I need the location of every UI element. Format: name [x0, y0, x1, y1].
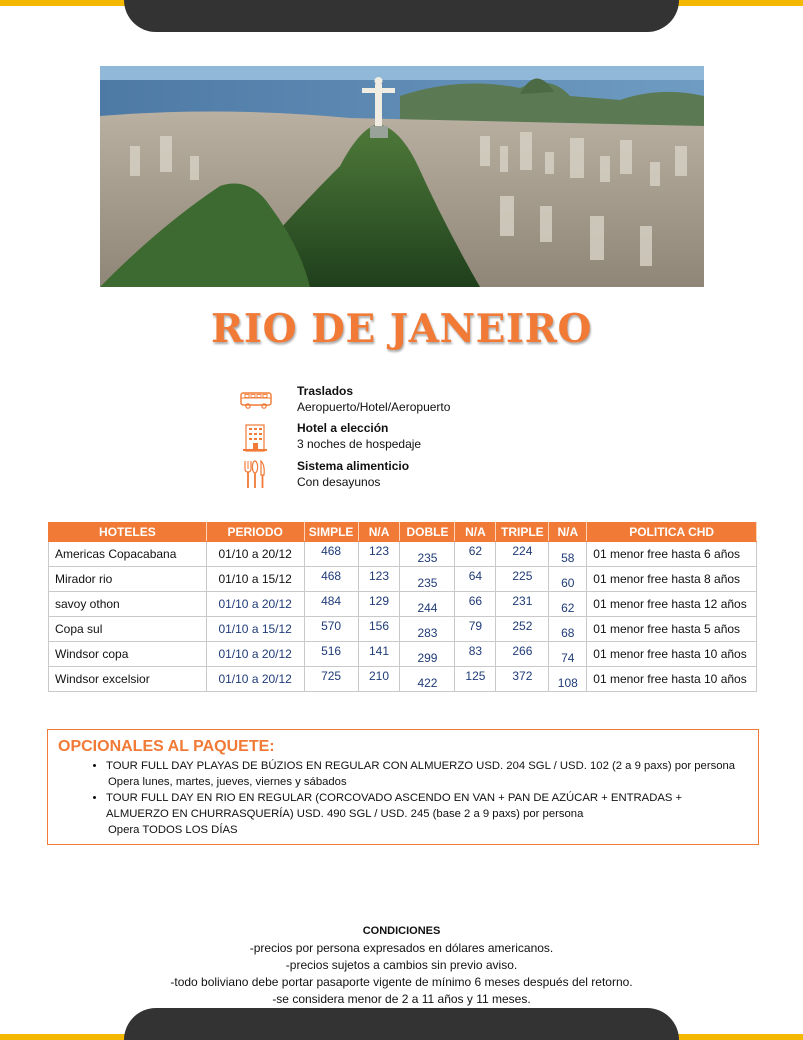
condition-line: -precios por persona expresados en dólares americanos. — [249, 941, 554, 955]
price-doble: 283 — [400, 617, 455, 642]
price-na-doble: 66 — [455, 592, 496, 617]
politica-chd: 01 menor free hasta 10 años — [587, 667, 757, 692]
price-doble: 244 — [400, 592, 455, 617]
header-na-triple: N/A — [549, 523, 587, 542]
table-row — [49, 542, 757, 567]
price-na-doble: 83 — [455, 642, 496, 667]
price-triple: 266 — [496, 642, 549, 667]
feature-title: Hotel a elección — [297, 421, 389, 435]
price-simple: 484 — [304, 592, 358, 617]
optional-note: Opera TODOS LOS DÍAS — [108, 824, 238, 836]
header-doble: DOBLE — [400, 523, 455, 542]
price-na-doble: 125 — [455, 667, 496, 692]
politica-chd: 01 menor free hasta 6 años — [587, 542, 757, 567]
feature-hotel — [240, 421, 660, 457]
utensils-icon — [240, 459, 274, 491]
feature-detail: 3 noches de hospedaje — [297, 437, 422, 451]
politica-chd: 01 menor free hasta 8 años — [587, 567, 757, 592]
price-na-triple: 60 — [549, 567, 587, 592]
hotel-name: Windsor copa — [49, 642, 207, 667]
table-row — [49, 617, 757, 642]
list-item — [106, 758, 746, 790]
table-row — [49, 567, 757, 592]
feature-traslados — [240, 384, 660, 420]
hotel-name: savoy othon — [49, 592, 207, 617]
feature-title: Traslados — [297, 384, 354, 398]
politica-chd: 01 menor free hasta 5 años — [587, 617, 757, 642]
table-header-row — [49, 523, 757, 542]
price-na-simple: 129 — [358, 592, 400, 617]
price-na-triple: 58 — [549, 542, 587, 567]
price-na-triple: 74 — [549, 642, 587, 667]
bus-icon — [240, 384, 274, 416]
page-title: RIO DE JANEIRO — [210, 306, 593, 352]
header-triple: TRIPLE — [496, 523, 549, 542]
header-simple: SIMPLE — [304, 523, 358, 542]
feature-detail: Aeropuerto/Hotel/Aeropuerto — [297, 400, 451, 414]
periodo: 01/10 a 20/12 — [206, 642, 304, 667]
price-na-doble: 64 — [455, 567, 496, 592]
table-row — [49, 642, 757, 667]
price-na-doble: 62 — [455, 542, 496, 567]
conditions — [0, 923, 803, 1008]
header-na-doble: N/A — [455, 523, 496, 542]
periodo: 01/10 a 20/12 — [206, 542, 304, 567]
politica-chd: 01 menor free hasta 10 años — [587, 642, 757, 667]
table-row — [49, 667, 757, 692]
conditions-heading: CONDICIONES — [362, 925, 441, 937]
top-dark-tab — [124, 0, 679, 32]
table-row — [49, 592, 757, 617]
optionals-list — [58, 758, 746, 838]
hotel-name: Mirador rio — [49, 567, 207, 592]
price-triple: 252 — [496, 617, 549, 642]
feature-alimentos — [240, 459, 660, 495]
price-triple: 224 — [496, 542, 549, 567]
building-icon — [240, 421, 274, 453]
header-periodo: PERIODO — [206, 523, 304, 542]
politica-chd: 01 menor free hasta 12 años — [587, 592, 757, 617]
optional-text: TOUR FULL DAY PLAYAS DE BÚZIOS EN REGULAR CON ALMUERZO USD. 204 SGL / USD. 102 (2 a 9 paxs) por persona — [106, 760, 736, 772]
price-simple: 516 — [304, 642, 358, 667]
periodo: 01/10 a 20/12 — [206, 592, 304, 617]
optional-text: TOUR FULL DAY EN RIO EN REGULAR (CORCOVADO ASCENDO EN VAN + PAN DE AZÚCAR + ENTRADAS + ALMUERZO EN CHURRASQUERÍA) USD. 490 SGL / USD. 245 (base 2 a 9 paxs) por persona — [106, 792, 683, 820]
price-doble: 422 — [400, 667, 455, 692]
bottom-dark-tab — [124, 1008, 679, 1040]
periodo: 01/10 a 20/12 — [206, 667, 304, 692]
price-triple: 231 — [496, 592, 549, 617]
hotels-table — [48, 522, 757, 692]
header-politica-chd: POLITICA CHD — [587, 523, 757, 542]
price-na-simple: 123 — [358, 567, 400, 592]
condition-line: -todo boliviano debe portar pasaporte vigente de mínimo 6 meses después del retorno. — [170, 975, 633, 989]
price-doble: 235 — [400, 567, 455, 592]
header-hoteles: HOTELES — [49, 523, 207, 542]
periodo: 01/10 a 15/12 — [206, 617, 304, 642]
feature-detail: Con desayunos — [297, 475, 381, 489]
price-na-simple: 156 — [358, 617, 400, 642]
price-simple: 725 — [304, 667, 358, 692]
price-triple: 225 — [496, 567, 549, 592]
hotel-name: Windsor excelsior — [49, 667, 207, 692]
optionals-heading: OPCIONALES AL PAQUETE: — [58, 738, 275, 755]
condition-line: -precios sujetos a cambios sin previo aviso. — [285, 958, 518, 972]
price-doble: 299 — [400, 642, 455, 667]
price-simple: 468 — [304, 567, 358, 592]
hotel-name: Americas Copacabana — [49, 542, 207, 567]
price-doble: 235 — [400, 542, 455, 567]
list-item — [106, 790, 746, 838]
price-triple: 372 — [496, 667, 549, 692]
hotel-name: Copa sul — [49, 617, 207, 642]
price-simple: 468 — [304, 542, 358, 567]
periodo: 01/10 a 15/12 — [206, 567, 304, 592]
price-na-triple: 108 — [549, 667, 587, 692]
rio-photo — [100, 66, 704, 287]
optional-note: Opera lunes, martes, jueves, viernes y sábados — [108, 776, 347, 788]
price-na-simple: 141 — [358, 642, 400, 667]
price-simple: 570 — [304, 617, 358, 642]
optionals-box — [47, 729, 759, 845]
price-na-doble: 79 — [455, 617, 496, 642]
price-na-simple: 123 — [358, 542, 400, 567]
header-na-simple: N/A — [358, 523, 400, 542]
price-na-triple: 68 — [549, 617, 587, 642]
price-na-simple: 210 — [358, 667, 400, 692]
condition-line: -se considera menor de 2 a 11 años y 11 meses. — [272, 992, 531, 1006]
feature-title: Sistema alimenticio — [297, 459, 410, 473]
price-na-triple: 62 — [549, 592, 587, 617]
